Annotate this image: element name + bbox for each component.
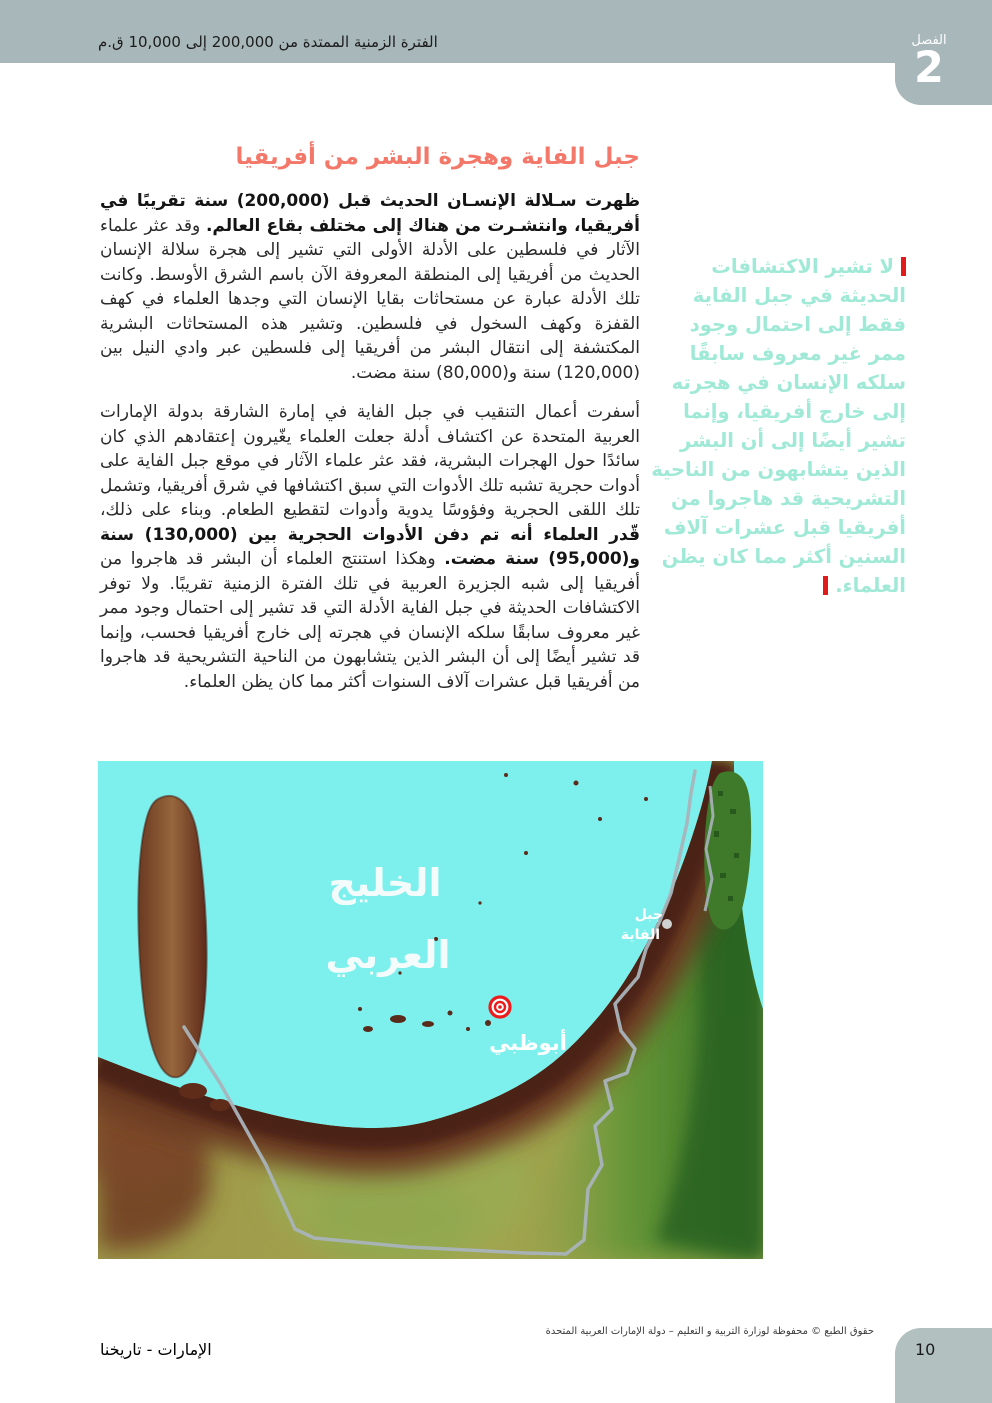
map-label-abudhabi: أبوظبي [489,1031,567,1055]
map-islet [179,1083,207,1099]
paragraph-1 [100,189,640,385]
page-number: 10 [915,1340,936,1359]
paragraph-2 [100,400,640,694]
footer-copyright: حقوق الطبع © محفوظة لوزارة التربية و التعليم – دولة الإمارات العربية المتحدة [545,1326,874,1337]
pull-quote [650,252,906,600]
map-islet [210,1099,230,1111]
paragraph-2-part2: وهكذا استنتج العلماء أن البشر قد هاجروا من أفريقيا إلى شبه الجزيرة العربية في تلك الفترة الزمنية تقريبًا. ولا توفر الاكتشافات الحديثة في جبل الفاية الأدلة التي قد تشير إلى احتمال وجود ممر غير معروف سابقًا سلكه الإنسان في هجرته إلى خارج أفريقيا فحسب، وإنما قد تشير أيضًا إلى أن البشر الذين يتشابهون من الناحية التشريحية قد هاجروا من أفريقيا قبل عشرات آلاف السنوات أكثر مما كان يظن العلماء. [100,549,640,692]
paragraph-2-part1: أسفرت أعمال التنقيب في جبل الفاية في إمارة الشارقة بدولة الإمارات العربية المتحدة عن اكتشاف أدلة جعلت العلماء يغّيرون إعتقادهم الذي كان سائدًا حول الهجرات البشرية، فقد عثر علماء الآثار في موقع جبل الفاية على أدوات حجرية تشبه تلك الأدوات التي سبق اكتشافها في شرق أفريقيا، وتشمل تلك اللقى الحجرية وفؤوسًا يدوية وأدوات لتقطيع الطعام. وبناء على ذلك، [100,402,640,520]
map-label-faya: الفاية [620,927,660,943]
header-bar [0,0,992,63]
uae-gulf-map [98,761,763,1259]
quote-bar-start [901,257,906,276]
chapter-label: الفصل [911,33,947,48]
page-number-tab [895,1328,992,1403]
paragraph-1-bold-lead: ظهرت سـلالة الإنسـان الحديث قبل (200,000) سنة تقريبًا في أفريقيا، وانتشـرت من هناك إلى مختلف بقاع العالم. [100,191,640,236]
map-abudhabi-marker [489,996,511,1018]
map-jebel-faya-dot [662,919,672,929]
map-label-jebel: جبل [634,907,663,923]
chapter-number: 2 [914,43,944,93]
page-title: جبل الفاية وهجرة البشر من أفريقيا [235,144,640,170]
map-qatar-peninsula [138,796,206,1077]
map-label-gulf-line2: العربي [325,933,451,977]
paragraph-2-bold: قّدر العلماء أنه تم دفن الأدوات الحجرية بين (130,000) سنة و(95,000) سنة مضت. [100,524,640,569]
paragraph-1-rest: وقد عثر علماء الآثار في فلسطين على الأدلة الأولى التي تشير إلى هجرة سلالة الإنسان الحديث من أفريقيا إلى المنطقة المعروفة الآن باسم الشرق الأوسط. وكانت تلك الأدلة عبارة عن مستحاثات بقايا الإنسان التي وجدها العلماء في كهف القفزة وكهف السخول في فلسطين. وتشير هذه المستحاثات البشرية المكتشفة إلى انتقال البشر من أفريقيا إلى فلسطين عبر وادي النيل بين (120,000) سنة و(80,000) سنة مضت. [100,215,640,383]
pull-quote-text: لا تشير الاكتشافات الحديثة في جبل الفاية فقط إلى احتمال وجود ممر غير معروف سابقًا سلكه الإنسان في هجرته إلى خارج أفريقيا، وإنما تشير أيضًا إلى أن البشر الذين يتشابهون من الناحية التشريحية قد هاجروا من أفريقيا قبل عشرات آلاف السنين أكثر مما كان يظن العلماء. [651,255,906,597]
header-period-text: الفترة الزمنية الممتدة من 200,000 إلى 10,000 ق.م [98,33,438,51]
footer-book-title: الإمارات - تاريخنا [100,1340,212,1359]
chapter-tab [895,0,992,105]
quote-bar-end [823,576,828,595]
map-svg [98,761,763,1259]
map-label-gulf-line1: الخليج [328,861,442,905]
